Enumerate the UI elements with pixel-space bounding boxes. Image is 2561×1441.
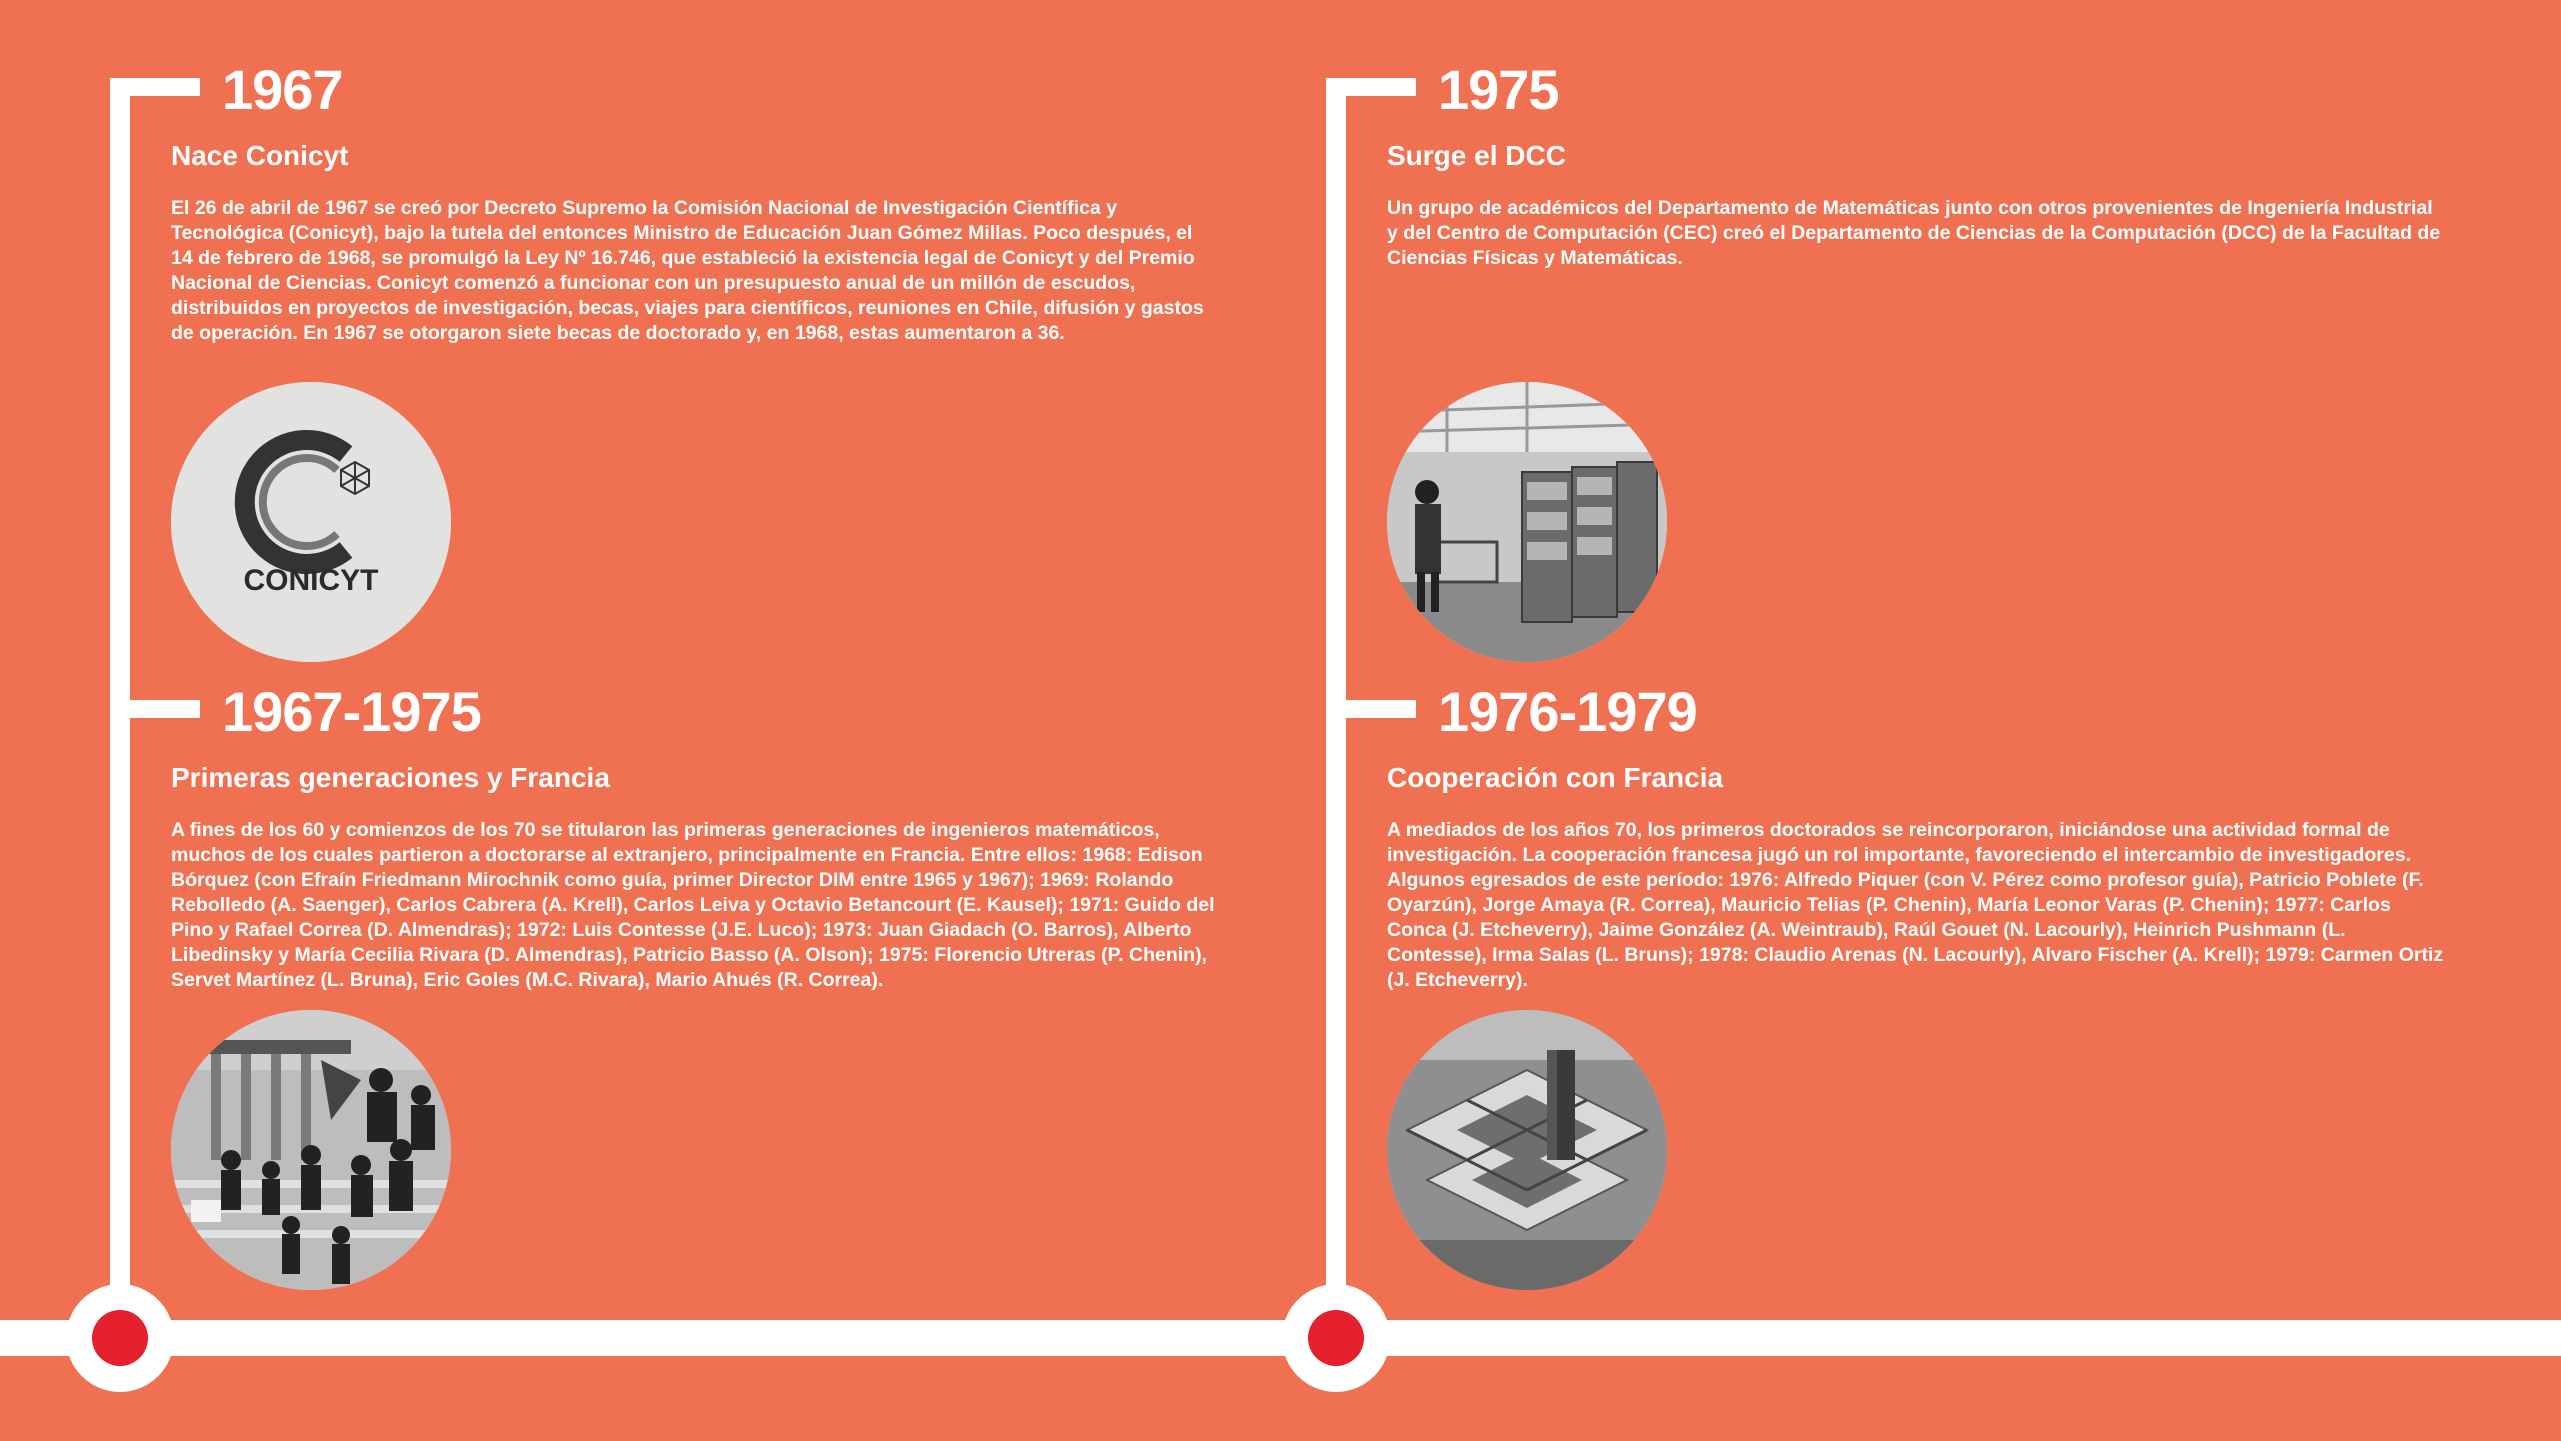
timeline-marker-right-center [1308,1310,1364,1366]
entry-body: Un grupo de académicos del Departamento de Matemáticas junto con otros provenientes de Ingeniería Industrial y del Centro de Computación (CEC) creó el Departamento de Ciencias de la Computación (DCC) de la Facultad de Ciencias Físicas y Matemáticas. [1387,197,2441,269]
entry-1967 [171,58,1211,346]
timeline-marker-left-center [92,1310,148,1366]
entry-year: 1967 [222,58,343,121]
entry-title: Primeras generaciones y Francia [171,762,610,793]
timeline-marker-left[interactable] [66,1284,174,1392]
conicyt-logo-text: CONICYT [243,564,379,597]
entry-title: Nace Conicyt [171,140,349,171]
computer-room-photo-icon [1387,382,1667,662]
entry-year: 1967-1975 [222,680,481,743]
entry-year: 1976-1979 [1438,680,1697,743]
entry-title: Surge el DCC [1387,140,1566,171]
entry-1975 [1387,58,2447,271]
entry-1967-1975 [171,680,1231,993]
entry-body: A mediados de los años 70, los primeros doctorados se reincorporaron, iniciándose una actividad formal de investigación. La cooperación francesa jugó un rol importante, favoreciendo el intercambio de investigadores. Algunos egresados de este período: 1976: Alfredo Piquer (con V. Pérez como profesor guía), Patricio Poblete (F. Oyarzún), Jorge Amaya (R. Correa), Mauricio Telias (P. Chenin), María Leonor Varas (P. Chenin); 1977: Carlos Conca (J. Etcheverry), Jaime González (A. Weintraub), Raúl Gouet (N. Lacourly), Heinrich Pushmann (L. Contesse), Irma Salas (L. Bruns); 1978: Claudio Arenas (N. Lacourly), Alvaro Fischer (A. Krell); 1979: Carmen Ortiz (J. Etcheverry). [1387,819,2444,991]
timeline-horizontal [0,1320,2561,1356]
protest-photo-icon [171,1010,451,1290]
entry-body: El 26 de abril de 1967 se creó por Decreto Supremo la Comisión Nacional de Investigación Científica y Tecnológica (Conicyt), bajo la tutela del entonces Ministro de Educación Juan Gómez Millas. Poco después, el 14 de febrero de 1968, se promulgó la Ley Nº 16.746, que estableció la existencia legal de Conicyt y del Premio Nacional de Ciencias. Conicyt comenzó a funcionar con un presupuesto anual de un millón de escudos, distribuidos en proyectos de investigación, becas, viajes para científicos, reuniones en Chile, difusión y gastos de operación. En 1967 se otorgaron siete becas de doctorado y, en 1968, estas aumentaron a 36. [171,197,1204,344]
conicyt-logo-icon [171,382,451,662]
entry-year: 1975 [1438,58,1559,121]
campus-aerial-photo-icon [1387,1010,1667,1290]
entry-body: A fines de los 60 y comienzos de los 70 se titularon las primeras generaciones de ingenieros matemáticos, muchos de los cuales partieron a doctorarse al extranjero, principalmente en Francia. Entre ellos: 1968: Edison Bórquez (con Efraín Friedmann Mirochnik como guía, primer Director DIM entre 1965 y 1967); 1969: Rolando Rebolledo (A. Saenger), Carlos Cabrera (A. Krell), Carlos Leiva y Octavio Betancourt (E. Kausel); 1971: Guido del Pino y Rafael Correa (D. Almendras); 1972: Luis Contesse (J.E. Luco); 1973: Juan Giadach (O. Barros), Alberto Libedinsky y María Cecilia Rivara (D. Almendras), Patricio Basso (A. Olson); 1975: Florencio Utreras (P. Chenin), Servet Martínez (L. Bruna), Eric Goles (M.C. Rivara), Mario Ahués (R. Correa). [171,819,1215,991]
timeline-marker-right[interactable] [1282,1284,1390,1392]
entry-title: Cooperación con Francia [1387,762,1724,793]
entry-1976-1979 [1387,680,2447,993]
